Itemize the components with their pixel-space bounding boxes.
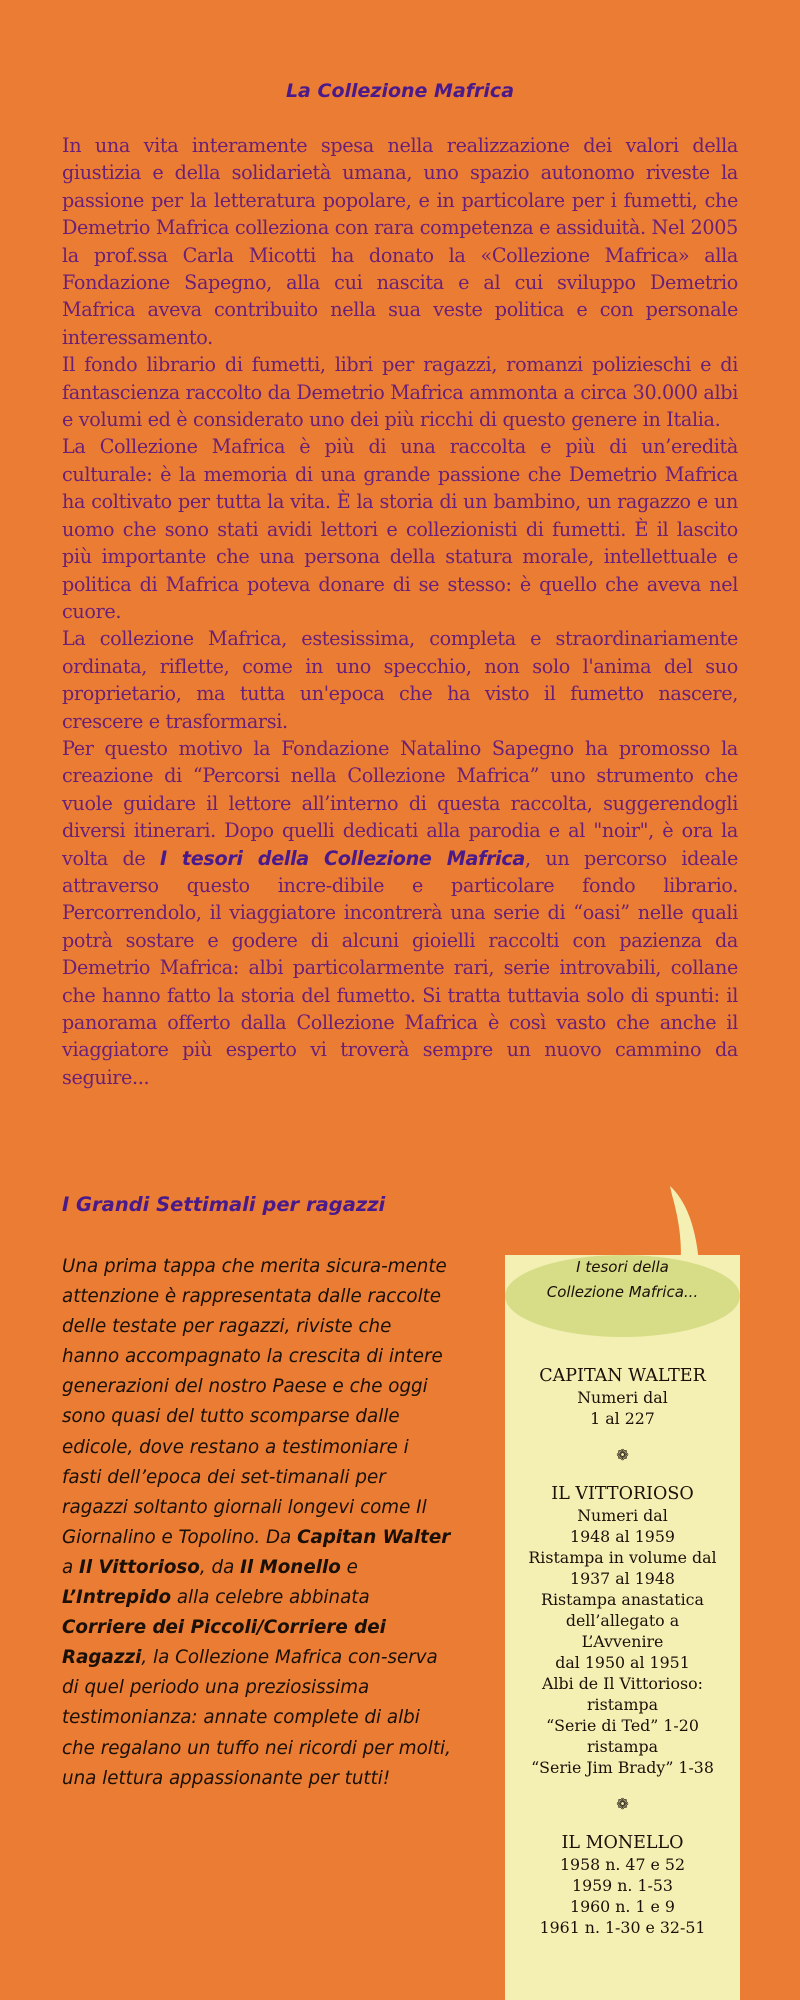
group-line: Ristampa anastatica [541, 1590, 704, 1609]
intro-title: La Collezione Mafrica [285, 80, 515, 102]
highlight-title: I tesori della Collezione Mafrica [160, 846, 526, 870]
magazine-name: L’Intrepido [62, 1587, 172, 1609]
magazine-name: Capitan Walter [297, 1526, 451, 1548]
group-line: 1960 n. 1 e 9 [570, 1897, 675, 1916]
list-group-il-vittorioso [505, 1483, 740, 1778]
caption-line: I tesori della [576, 1258, 669, 1276]
group-title: CAPITAN WALTER [539, 1366, 706, 1386]
intro-paragraph: In una vita interamente spesa nella realizzazione dei valori della giustizia e della solidarietà umana, uno spazio autonomo riveste la passione per la letteratura popolare, e in particolare per i fumetti, che Demetrio Mafrica colleziona con rara competenza e assiduità. Nel 2005 la prof.ssa Carla Micotti ha donato la «Collezione Mafrica» alla Fondazione Sapegno, alla cui nascita e al cui sviluppo Demetrio Mafrica aveva contribuito nella sua veste politica e con personale interessamento. [62, 134, 738, 349]
group-line: “Serie di Ted” 1-20 [546, 1716, 699, 1735]
group-title: IL MONELLO [561, 1833, 684, 1853]
group-line: 1958 n. 47 e 52 [559, 1855, 686, 1874]
intro-paragraph [62, 735, 738, 1091]
intro-text: Per questo motivo la Fondazione Natalino Sapegno ha promosso la creazione di “Percorsi nella Collezione Mafrica” uno strumento che vuole guidare il lettore all’interno di questa raccolta, suggerendogli diversi itinerari. Dopo quelli dedicati alla parodia e al "noir", è ora la volta de [62, 736, 738, 870]
magazine-name: Il Monello [240, 1556, 341, 1578]
group-line: L’Avvenire [581, 1632, 664, 1651]
flower-separator-icon: ❁ [616, 1795, 629, 1813]
magazine-name: Corriere dei Piccoli/Corriere dei Ragazzi [62, 1617, 386, 1669]
group-line: 1961 n. 1-30 e 32-51 [539, 1918, 706, 1937]
group-line: 1959 n. 1-53 [572, 1876, 673, 1895]
list-group-capitan-walter [505, 1365, 740, 1429]
caption-line: Collezione Mafrica... [546, 1283, 699, 1301]
body-text: e [340, 1556, 358, 1578]
intro-paragraph: Il fondo librario di fumetti, libri per ragazzi, romanzi polizieschi e di fantascienza raccolto da Demetrio Mafrica ammonta a circa 30.000 albi e volumi ed è considerato uno dei più ricchi di questo genere in Italia. [62, 353, 738, 432]
intro-paragraph: La collezione Mafrica, estesissima, completa e straordinariamente ordinata, riflette, come in uno specchio, non solo l'anima del suo proprietario, ma tutta un'epoca che ha visto il fumetto nascere, crescere e trasformarsi. [62, 627, 738, 733]
group-line: Numeri dal [577, 1388, 668, 1407]
body-text: Una prima tappa che merita sicura-mente attenzione è rappresentata dalle raccolte delle testate per ragazzi, riviste che hanno accompagnato la crescita di intere generazioni del nostro Paese e che oggi sono quasi del tutto scomparse dalle edicole, dove restano a testimoniare i fasti dell’epoca dei set-timanali per ragazzi soltanto giornali longevi come Il Giornalino e Topolino. Da [62, 1256, 447, 1548]
group-line: Ristampa in volume dal [528, 1548, 717, 1567]
group-line: Numeri dal [577, 1506, 668, 1525]
body-text: , da [199, 1556, 241, 1578]
intro-paragraph: La Collezione Mafrica è più di una raccolta e più di un’eredità culturale: è la memoria di una grande passione che Demetrio Mafrica ha coltivato per tutta la vita. È la storia di un bambino, un ragazzo e un uomo che sono stati avidi lettori e collezionisti di fumetti. È il lascito più importante che una persona della statura morale, intellettuale e politica di Mafrica poteva donare di se stesso: è quello che aveva nel cuore. [62, 435, 738, 623]
body-text: alla celebre abbinata [171, 1587, 370, 1609]
body-text: , la Collezione Mafrica con-serva di quel periodo una preziosissima testimonianza: annate complete di albi che regalano un tuffo nei ricordi per molti, una lettura appassionante per tutti! [62, 1647, 451, 1789]
section-title: I Grandi Settimali per ragazzi [62, 1193, 386, 1216]
group-line: 1937 al 1948 [570, 1569, 675, 1588]
group-line: Albi de Il Vittorioso: [542, 1674, 703, 1693]
group-line: 1948 al 1959 [570, 1527, 675, 1546]
section-body [62, 1252, 452, 1794]
intro-body [62, 132, 738, 1091]
group-line: dell’allegato a [565, 1611, 680, 1630]
body-text: a [62, 1556, 80, 1578]
collection-list [505, 1365, 740, 1938]
group-line: dal 1950 al 1951 [555, 1653, 690, 1672]
sidebar-caption [505, 1255, 740, 1305]
group-line: ristampa [587, 1695, 658, 1714]
flower-separator-icon: ❁ [616, 1446, 629, 1464]
magazine-name: Il Vittorioso [79, 1556, 200, 1578]
group-line: “Serie Jim Brady” 1-38 [531, 1758, 714, 1777]
group-line: 1 al 227 [590, 1409, 655, 1428]
list-group-il-monello [505, 1832, 740, 1938]
group-title: IL VITTORIOSO [551, 1484, 694, 1504]
intro-text: , un percorso ideale attraverso questo incre-dibile e particolare fondo librario. Percorrendolo, il viaggiatore incontrerà una serie di “oasi” nelle quali potrà sostare e godere di alcuni gioielli raccolti con pazienza da Demetrio Mafrica: albi particolarmente rari, serie introvabili, collane che hanno fatto la storia del fumetto. Si tratta tuttavia solo di spunti: il panorama offerto dalla Collezione Mafrica è così vasto che anche il viaggiatore più esperto vi troverà sempre un nuovo cammino da seguire... [62, 846, 738, 1089]
group-line: ristampa [587, 1737, 658, 1756]
